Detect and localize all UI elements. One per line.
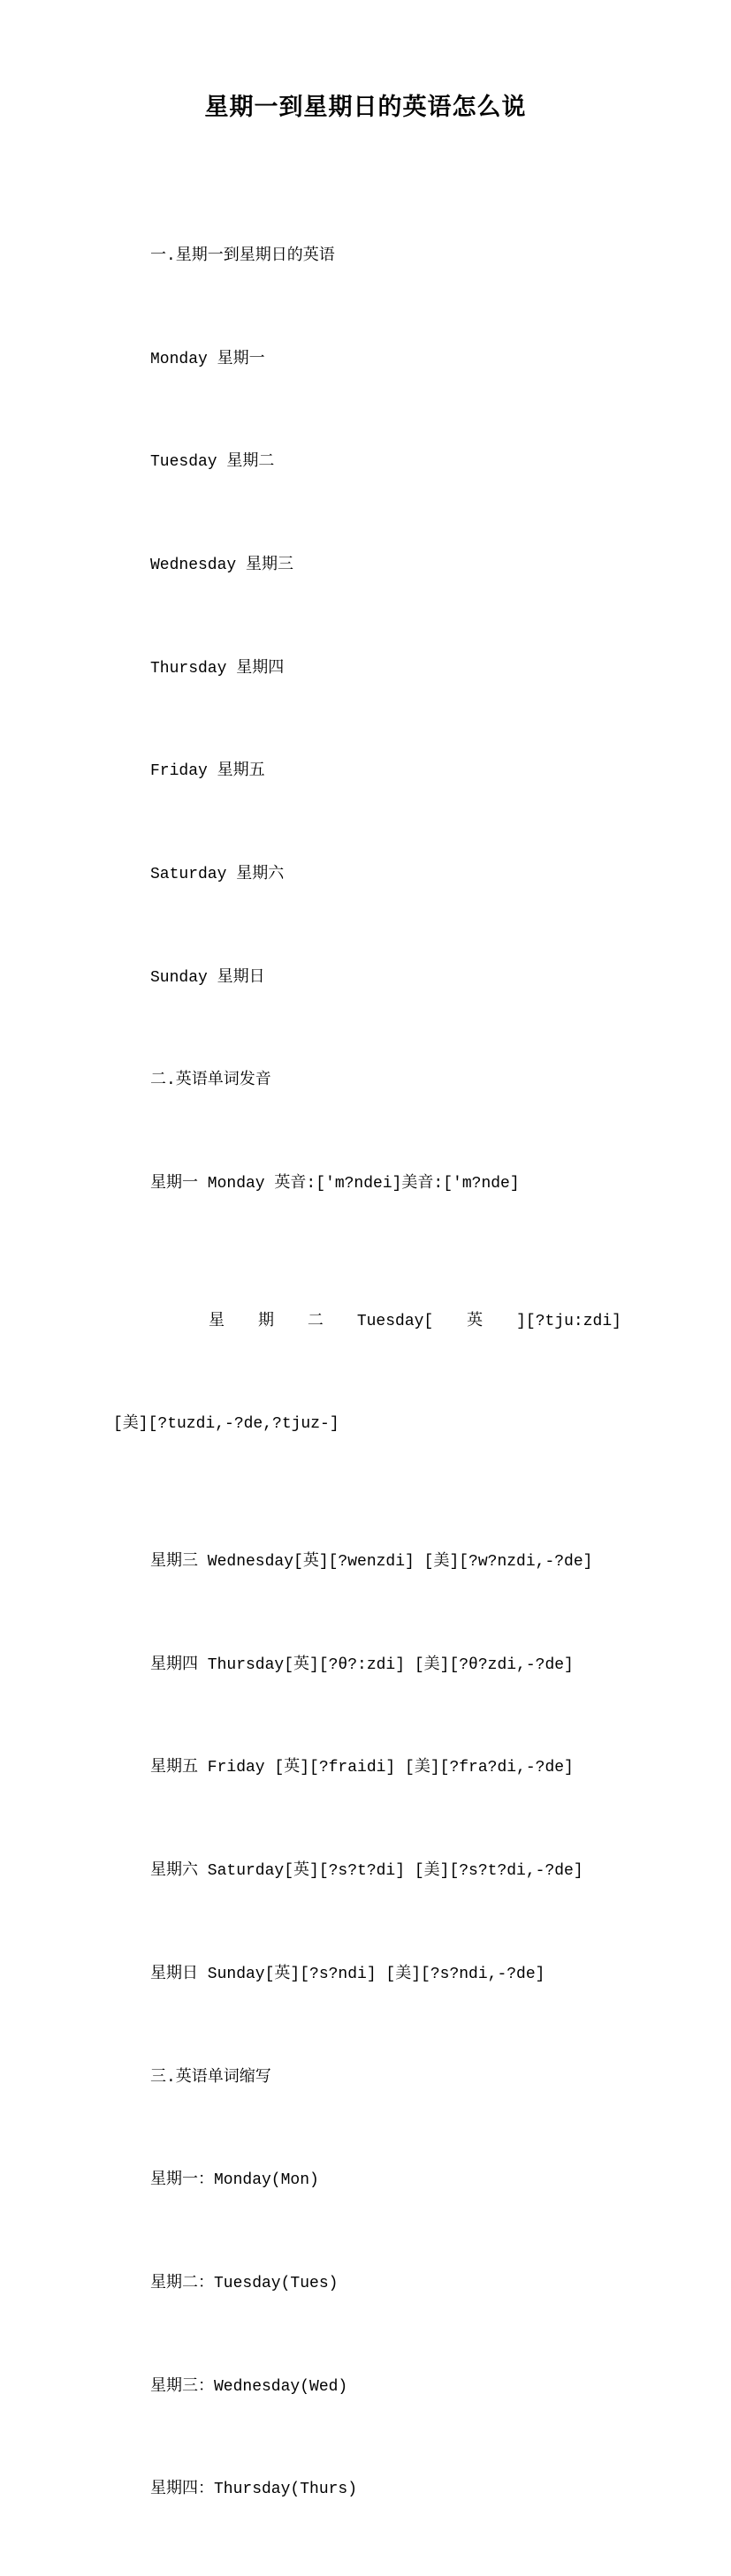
tuesday-part-4: Tuesday[ [356,1312,434,1330]
pronunciation-line-wednesday: 星期三 Wednesday[英][?wenzdi] [美][?w?nzdi,-?de] [150,1553,593,1572]
abbreviation-line-thursday: 星期四：Thursday(Thurs) [150,2481,358,2499]
pronunciation-line-thursday: 星期四 Thursday[英][?θ?:zdi] [美][?θ?zdi,-?de] [150,1655,574,1674]
section-heading-2: 二.英语单词发音 [150,1072,271,1090]
abbreviation-line-monday: 星期一：Monday(Mon) [150,2171,319,2190]
tuesday-part-5: 英 [467,1312,484,1330]
pronunciation-line-sunday: 星期日 Sunday[英][?s?ndi] [美][?s?ndi,-?de] [150,1965,545,1983]
pronunciation-line-saturday: 星期六 Saturday[英][?s?t?di] [美][?s?t?di,-?de] [150,1862,583,1881]
abbreviation-line-wednesday: 星期三：Wednesday(Wed) [150,2377,348,2396]
document-body [113,170,621,2576]
weekday-line-friday: Friday 星期五 [150,762,265,781]
section-heading-1: 一.星期一到星期日的英语 [150,246,335,265]
tuesday-part-2: 期 [257,1312,274,1330]
weekday-line-tuesday: Tuesday 星期二 [150,453,275,472]
pronunciation-line-friday: 星期五 Friday [英][?fraidi] [美][?fra?di,-?de] [150,1759,574,1777]
page-title: 星期一到星期日的英语怎么说 [204,94,527,121]
weekday-line-saturday: Saturday 星期六 [150,866,285,884]
section-heading-3: 三.英语单词缩写 [150,2068,271,2087]
tuesday-part-1: 星 [209,1312,225,1330]
tuesday-part-3: 二 [307,1312,324,1330]
tuesday-part-6: ][?tju:zdi] [516,1312,621,1330]
pronunciation-line-monday: 星期一 Monday 英音:['m?ndei]美音:['m?nde] [150,1175,520,1193]
pronunciation-line-tuesday-continued: [美][?tuzdi,-?de,?tjuz-] [113,1415,339,1434]
weekday-line-monday: Monday 星期一 [150,350,265,368]
weekday-line-sunday: Sunday 星期日 [150,968,265,987]
weekday-line-wednesday: Wednesday 星期三 [150,556,294,574]
abbreviation-line-tuesday: 星期二：Tuesday(Tues) [150,2274,339,2292]
pronunciation-line-tuesday [113,1305,621,1339]
weekday-line-thursday: Thursday 星期四 [150,659,285,678]
